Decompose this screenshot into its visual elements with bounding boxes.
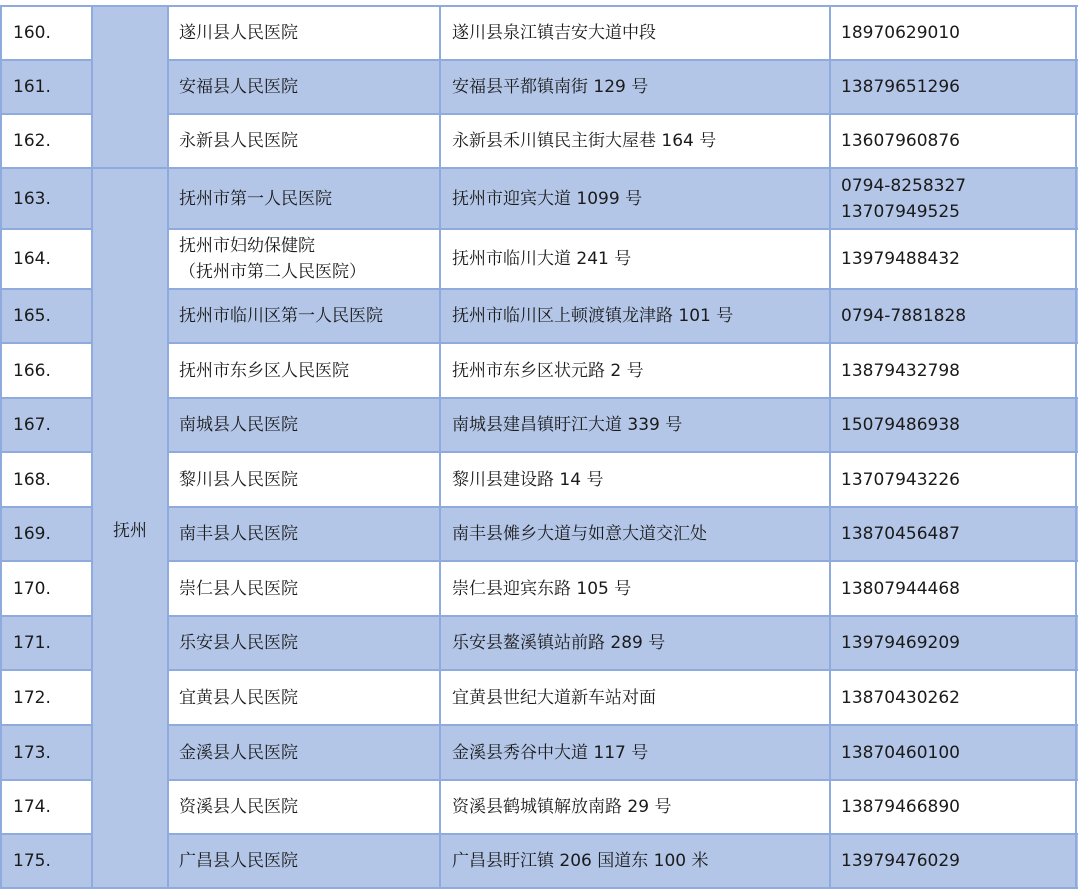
row-border	[168, 615, 1078, 617]
region-label: 抚州	[113, 520, 147, 541]
hospital-name	[179, 725, 440, 780]
column-border	[91, 5, 93, 889]
hospital-address: 黎川县建设路 14 号	[452, 469, 604, 490]
row-border	[0, 669, 92, 671]
phone-number	[841, 114, 1076, 168]
hospital-name	[179, 834, 440, 888]
column-border	[439, 5, 441, 889]
phone-number-lines	[841, 20, 960, 46]
hospital-address: 永新县禾川镇民主街大屋巷 164 号	[452, 131, 717, 151]
phone-number-line: 0794-7881828	[841, 306, 967, 326]
row-number: 170.	[13, 578, 51, 599]
phone-number	[841, 229, 1076, 289]
hospital-address: 乐安县鳌溪镇站前路 289 号	[452, 633, 666, 653]
hospital-name-lines	[179, 467, 298, 493]
hospital-name	[179, 289, 440, 343]
hospital-name-line: 永新县人民医院	[179, 131, 298, 151]
row-number: 175.	[13, 851, 51, 871]
row-border	[0, 833, 92, 835]
row-number: 163.	[13, 188, 51, 209]
row-number: 167.	[13, 415, 51, 435]
hospital-name-lines	[179, 794, 298, 820]
hospital-name-lines	[179, 186, 332, 212]
phone-number-lines	[841, 358, 960, 384]
row-number: 162.	[13, 131, 51, 151]
row-border	[0, 59, 92, 61]
hospital-name-lines	[179, 848, 298, 874]
hospital-name-line: 乐安县人民医院	[179, 633, 298, 653]
row-border	[0, 506, 92, 508]
phone-number-line: 0794-8258327	[841, 175, 967, 196]
phone-number-lines	[841, 740, 960, 766]
hospital-name-lines	[179, 233, 366, 285]
row-number: 172.	[13, 687, 51, 708]
row-border	[168, 779, 1078, 781]
phone-number	[841, 561, 1076, 616]
hospital-name-lines	[179, 20, 298, 46]
row-number: 169.	[13, 524, 51, 544]
row-number: 164.	[13, 249, 51, 269]
phone-number-lines	[841, 467, 960, 493]
hospital-name	[179, 343, 440, 398]
hospital-name-line: 宜黄县人民医院	[179, 687, 298, 708]
hospital-name	[179, 452, 440, 507]
row-border	[0, 615, 92, 617]
row-border	[0, 5, 1078, 7]
phone-number	[841, 289, 1076, 343]
hospital-name	[179, 780, 440, 834]
phone-number-line: 18970629010	[841, 23, 960, 43]
hospital-name-line: 安福县人民医院	[179, 77, 298, 97]
phone-number-line: 15079486938	[841, 415, 960, 435]
phone-number	[841, 398, 1076, 452]
phone-number-line: 13607960876	[841, 131, 960, 151]
hospital-name-lines	[179, 740, 298, 766]
region-cell	[92, 168, 168, 888]
row-number: 161.	[13, 77, 51, 97]
row-border	[0, 887, 1078, 889]
phone-number-lines	[841, 74, 960, 100]
hospital-name-lines	[179, 685, 298, 711]
hospital-address: 广昌县盱江镇 206 国道东 100 米	[452, 851, 709, 871]
phone-number	[841, 725, 1076, 780]
row-border	[168, 397, 1078, 399]
row-number: 173.	[13, 742, 51, 763]
row-border	[0, 167, 1078, 169]
hospital-address: 南城县建昌镇盱江大道 339 号	[452, 415, 683, 435]
row-border	[0, 560, 92, 562]
column-border	[829, 5, 831, 889]
hospital-name-line: 抚州市临川区第一人民医院	[179, 306, 383, 326]
phone-number-line: 13870430262	[841, 687, 960, 708]
row-number: 171.	[13, 633, 51, 653]
row-number: 168.	[13, 469, 51, 490]
column-border	[167, 5, 169, 889]
phone-number-lines	[841, 576, 960, 602]
hospital-name	[179, 398, 440, 452]
hospital-name-line: （抚州市第二人民医院）	[179, 262, 366, 282]
hospital-address: 崇仁县迎宾东路 105 号	[452, 578, 632, 599]
hospital-name	[179, 561, 440, 616]
phone-number-lines	[841, 412, 960, 438]
phone-number-lines	[841, 173, 966, 225]
row-border	[0, 451, 92, 453]
row-number: 174.	[13, 797, 51, 817]
phone-number-lines	[841, 848, 960, 874]
hospital-name	[179, 6, 440, 60]
hospital-name-lines	[179, 74, 298, 100]
hospital-address: 抚州市迎宾大道 1099 号	[452, 188, 643, 209]
row-border	[0, 397, 92, 399]
phone-number-line: 13879651296	[841, 77, 960, 97]
row-border	[168, 451, 1078, 453]
phone-number	[841, 780, 1076, 834]
hospital-name-line: 南丰县人民医院	[179, 524, 298, 544]
phone-number-line: 13879432798	[841, 360, 960, 381]
row-border	[168, 228, 1078, 230]
hospital-address: 资溪县鹤城镇解放南路 29 号	[452, 797, 672, 817]
phone-number	[841, 6, 1076, 60]
row-border	[0, 342, 92, 344]
phone-number	[841, 670, 1076, 725]
phone-number-line: 13707949525	[841, 201, 960, 222]
hospital-name-lines	[179, 128, 298, 154]
row-border	[0, 724, 92, 726]
hospital-name	[179, 168, 440, 229]
hospital-address: 南丰县傩乡大道与如意大道交汇处	[452, 524, 707, 544]
phone-number-lines	[841, 303, 966, 329]
hospital-name-line: 抚州市第一人民医院	[179, 188, 332, 209]
hospital-name	[179, 507, 440, 561]
hospital-name-line: 资溪县人民医院	[179, 797, 298, 817]
phone-number-lines	[841, 630, 960, 656]
phone-number-line: 13870460100	[841, 742, 960, 763]
hospital-address: 抚州市临川大道 241 号	[452, 249, 632, 269]
hospital-name-lines	[179, 576, 298, 602]
row-border	[0, 779, 92, 781]
hospital-address: 抚州市临川区上顿渡镇龙津路 101 号	[452, 306, 734, 326]
phone-number	[841, 452, 1076, 507]
hospital-name-line: 南城县人民医院	[179, 415, 298, 435]
row-border	[168, 288, 1078, 290]
row-border	[168, 833, 1078, 835]
phone-number-lines	[841, 685, 960, 711]
phone-number-line: 13979476029	[841, 851, 960, 871]
row-number: 166.	[13, 360, 51, 381]
phone-number	[841, 507, 1076, 561]
column-border	[1075, 5, 1077, 889]
hospital-address: 金溪县秀谷中大道 117 号	[452, 742, 649, 763]
row-border	[168, 560, 1078, 562]
hospital-name-lines	[179, 412, 298, 438]
phone-number-line: 13979469209	[841, 633, 960, 653]
row-border	[0, 113, 92, 115]
phone-number-lines	[841, 128, 960, 154]
row-border	[168, 59, 1078, 61]
row-number: 160.	[13, 23, 51, 43]
hospital-name	[179, 616, 440, 670]
hospital-name-lines	[179, 630, 298, 656]
row-border	[168, 342, 1078, 344]
hospital-name	[179, 114, 440, 168]
row-border	[0, 228, 92, 230]
hospital-name	[179, 670, 440, 725]
phone-number-line: 13707943226	[841, 469, 960, 490]
phone-number-line: 13979488432	[841, 249, 960, 269]
phone-number	[841, 60, 1076, 114]
phone-number-line: 13807944468	[841, 578, 960, 599]
phone-number	[841, 343, 1076, 398]
phone-number-lines	[841, 246, 960, 272]
hospital-name-line: 抚州市东乡区人民医院	[179, 360, 349, 381]
phone-number	[841, 168, 1076, 229]
row-border	[168, 724, 1078, 726]
row-number: 165.	[13, 306, 51, 326]
column-border	[0, 5, 2, 889]
hospital-name-line: 崇仁县人民医院	[179, 578, 298, 599]
row-border	[0, 288, 92, 290]
phone-number-line: 13870456487	[841, 524, 960, 544]
hospital-name-lines	[179, 358, 349, 384]
phone-number-lines	[841, 794, 960, 820]
region-cell	[92, 6, 168, 168]
hospital-address: 抚州市东乡区状元路 2 号	[452, 360, 644, 381]
row-border	[168, 506, 1078, 508]
phone-number	[841, 834, 1076, 888]
hospital-name	[179, 60, 440, 114]
hospital-name-lines	[179, 303, 383, 329]
hospital-address: 遂川县泉江镇吉安大道中段	[452, 23, 656, 43]
hospital-name-line: 抚州市妇幼保健院	[179, 236, 315, 256]
hospital-address: 宜黄县世纪大道新车站对面	[452, 687, 656, 708]
row-border	[168, 669, 1078, 671]
hospital-name-line: 遂川县人民医院	[179, 23, 298, 43]
phone-number-line: 13879466890	[841, 797, 960, 817]
hospital-address: 安福县平都镇南街 129 号	[452, 77, 649, 97]
phone-number-lines	[841, 521, 960, 547]
hospital-name-line: 广昌县人民医院	[179, 851, 298, 871]
row-border	[168, 113, 1078, 115]
phone-number	[841, 616, 1076, 670]
hospital-name-line: 黎川县人民医院	[179, 469, 298, 490]
hospital-name-lines	[179, 521, 298, 547]
hospital-name-line: 金溪县人民医院	[179, 742, 298, 763]
hospital-name	[179, 229, 440, 289]
